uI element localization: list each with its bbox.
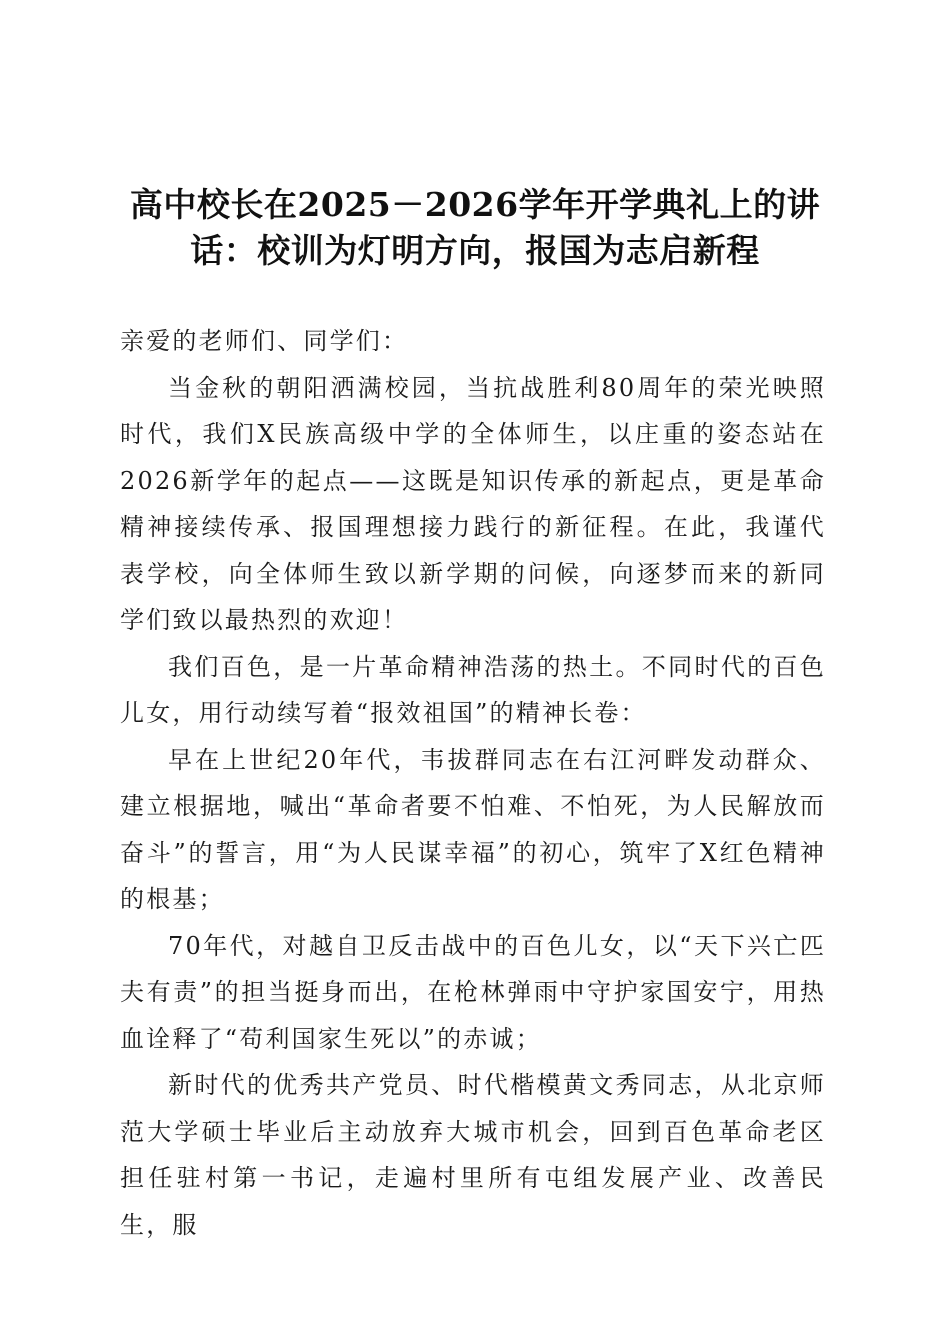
document-body <box>120 318 826 1248</box>
salutation: 亲爱的老师们、同学们： <box>120 327 409 355</box>
paragraph: 我们百色，是一片革命精神浩荡的热土。不同时代的百色儿女，用行动续写着“报效祖国”的精神长卷： <box>120 652 826 727</box>
paragraph: 70年代，对越自卫反击战中的百色儿女，以“天下兴亡匹夫有责”的担当挺身而出，在枪林弹雨中守护家国安宁，用热血诠释了“苟利国家生死以”的赤诚； <box>120 931 826 1053</box>
paragraph: 早在上世纪20年代，韦拔群同志在右江河畔发动群众、建立根据地，喊出“革命者要不怕难、不怕死，为人民解放而奋斗”的誓言，用“为人民谋幸福”的初心，筑牢了X红色精神的根基； <box>120 745 826 913</box>
document-title: 高中校长在2025－2026学年开学典礼上的讲话：校训为灯明方向，报国为志启新程 <box>129 185 821 270</box>
paragraph: 新时代的优秀共产党员、时代楷模黄文秀同志，从北京师范大学硕士毕业后主动放弃大城市机会，回到百色革命老区担任驻村第一书记，走遍村里所有屯组发展产业、改善民生，服 <box>120 1071 826 1239</box>
paragraph: 当金秋的朝阳洒满校园，当抗战胜利80周年的荣光映照时代，我们X民族高级中学的全体师生，以庄重的姿态站在2026新学年的起点——这既是知识传承的新起点，更是革命精神接续传承、报国理想接力践行的新征程。在此，我谨代表学校，向全体师生致以新学期的问候，向逐梦而来的新同学们致以最热烈的欢迎！ <box>120 373 826 634</box>
